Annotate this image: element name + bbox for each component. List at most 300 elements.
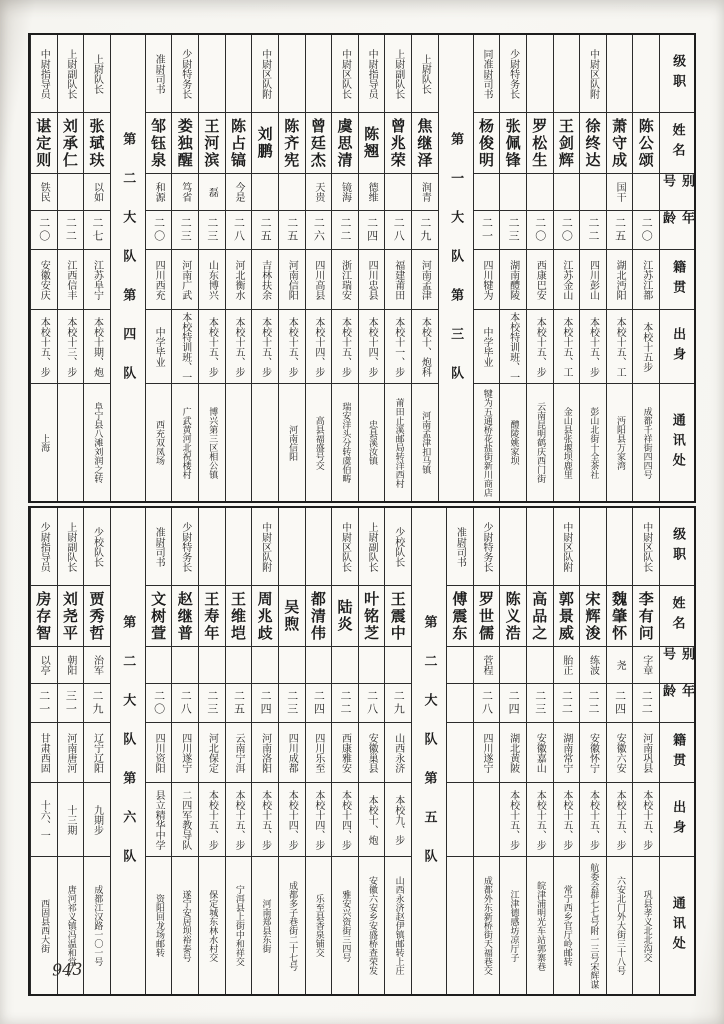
person-column (384, 35, 411, 501)
age-cell-text: 二四 (365, 217, 379, 243)
header-rank-label (660, 508, 694, 586)
rank-cell-text: 中尉区队附 (259, 48, 271, 99)
alias-cell (199, 647, 225, 684)
rank-cell (252, 35, 278, 113)
age-cell (31, 684, 57, 723)
background-cell (580, 783, 606, 857)
native-place-cell (226, 723, 252, 783)
age-cell-text: 二二 (338, 690, 352, 716)
alias-cell (385, 174, 411, 211)
address-cell-text: 河南郑县东街 (260, 898, 271, 953)
person-column (553, 35, 580, 501)
age-cell-text: 二五 (232, 690, 246, 716)
background-cell-text: 县立精华中学 (153, 789, 165, 850)
rank-cell (306, 35, 332, 113)
address-cell (252, 384, 278, 501)
age-cell (146, 684, 172, 723)
native-place-cell-text: 四川高县 (312, 259, 324, 300)
native-place-cell (500, 723, 526, 783)
roster-table-top (28, 33, 696, 503)
header-native-label-text: 籍贯 (670, 732, 686, 773)
native-place-cell (226, 250, 252, 310)
address-cell-text: 高县福盛号交 (313, 415, 324, 470)
age-cell-text: 二三 (533, 690, 547, 716)
name-cell-text: 王维垲 (228, 590, 247, 642)
age-cell-text: 二〇 (560, 217, 574, 243)
native-place-cell (412, 250, 438, 310)
header-alias-label (660, 647, 694, 684)
background-cell (633, 310, 659, 384)
native-place-cell (58, 723, 84, 783)
address-cell-text: 保定城东林水村交 (207, 889, 218, 962)
name-cell (332, 113, 358, 174)
rank-cell (447, 508, 473, 586)
rank-cell (607, 35, 633, 113)
background-cell (554, 310, 580, 384)
age-cell-text: 二二 (586, 217, 600, 243)
rank-cell-text: 少尉特务长 (179, 521, 191, 572)
name-cell (385, 586, 411, 647)
native-place-cell (252, 250, 278, 310)
background-cell (607, 783, 633, 857)
address-cell (199, 857, 225, 994)
address-cell-text: 成都江汉路一〇一号 (92, 885, 103, 966)
header-name-label-text: 姓名 (669, 596, 685, 636)
native-place-cell (385, 723, 411, 783)
header-column (659, 508, 694, 994)
age-cell-text: 二五 (613, 217, 627, 243)
background-cell (385, 783, 411, 857)
alias-cell-text: 治军 (91, 655, 103, 675)
native-place-cell (633, 723, 659, 783)
native-place-cell-text: 四川西充 (153, 259, 165, 300)
age-cell (607, 211, 633, 250)
background-cell-text: 本校十五、步 (614, 789, 626, 850)
age-cell (199, 211, 225, 250)
native-place-cell-text: 安徽安庆 (38, 259, 50, 300)
background-cell (146, 310, 172, 384)
name-cell (58, 586, 84, 647)
rank-cell (554, 508, 580, 586)
alias-cell (474, 647, 500, 684)
address-cell-text: 阜宁县八滩刘润之转 (92, 402, 103, 483)
native-place-cell-text: 河北衡水 (232, 259, 244, 300)
native-place-cell-text: 湖北沔阳 (614, 259, 626, 300)
alias-cell (332, 647, 358, 684)
alias-cell-text: 朝阳 (64, 655, 76, 675)
native-place-cell (500, 250, 526, 310)
unit-group-label (111, 35, 145, 501)
native-place-cell (527, 250, 553, 310)
address-cell-text: 航委会群七七号附一三号宋辉谋 (588, 862, 599, 989)
age-cell-text: 二二 (560, 690, 574, 716)
unit-group-label (111, 508, 145, 994)
name-cell (252, 113, 278, 174)
rank-cell-text: 上尉副队长 (366, 521, 378, 572)
unit-group-label (412, 508, 446, 994)
alias-cell-text: 以如 (91, 182, 103, 202)
rank-cell-text: 中尉区队附 (259, 521, 271, 572)
name-cell (199, 586, 225, 647)
name-cell (306, 113, 332, 174)
address-cell-text: 常宁西乡官厅岭邮转 (561, 885, 572, 966)
native-place-cell (332, 723, 358, 783)
unit-group-label-text: 第二大队第五队 (421, 614, 437, 888)
rank-cell-text: 准尉司书 (153, 526, 165, 567)
alias-cell (500, 647, 526, 684)
native-place-cell-text: 河南唐河 (64, 732, 76, 773)
native-place-cell (580, 723, 606, 783)
age-cell (84, 211, 110, 250)
person-column (57, 508, 84, 994)
background-cell-text: 本校十五、步 (534, 316, 546, 377)
header-address-label (660, 857, 694, 994)
background-cell (31, 310, 57, 384)
age-cell-text: 二〇 (37, 217, 51, 243)
background-cell-text: 本校十一、步 (392, 316, 404, 377)
name-cell (500, 113, 526, 174)
rank-cell-text: 中尉指导员 (38, 48, 50, 99)
native-place-cell (359, 250, 385, 310)
rank-cell (199, 508, 225, 586)
native-place-cell (279, 250, 305, 310)
person-column (579, 508, 606, 994)
address-cell-text: 成都多子巷街二十七号 (287, 880, 298, 971)
unit-group-column (411, 508, 446, 994)
native-place-cell-text: 安徽巢县 (366, 732, 378, 773)
header-name-label (660, 113, 694, 174)
native-place-cell (554, 250, 580, 310)
address-cell (474, 384, 500, 501)
header-native-label (660, 723, 694, 783)
age-cell-text: 二二 (586, 690, 600, 716)
alias-cell-text: 字章 (640, 655, 652, 675)
alias-cell (306, 174, 332, 211)
unit-group-column (110, 35, 145, 501)
native-place-cell-text: 四川资阳 (153, 732, 165, 773)
name-cell (146, 113, 172, 174)
background-cell (474, 310, 500, 384)
alias-cell (607, 647, 633, 684)
name-cell-text: 谌定则 (34, 117, 53, 169)
background-cell-text: 本校十五、步 (232, 789, 244, 850)
rank-cell (58, 35, 84, 113)
rank-cell-text: 上尉副队长 (64, 521, 76, 572)
alias-cell (279, 174, 305, 211)
background-cell (279, 310, 305, 384)
background-cell-text: 本校十五、步 (259, 789, 271, 850)
name-cell-text: 陈公颂 (636, 117, 655, 169)
person-column (57, 35, 84, 501)
name-cell (306, 586, 332, 647)
address-cell-text: 西固县西大街 (39, 898, 50, 953)
address-cell (31, 384, 57, 501)
alias-cell (332, 174, 358, 211)
header-name-label (660, 586, 694, 647)
age-cell-text: 二九 (90, 690, 104, 716)
person-column (198, 35, 225, 501)
native-place-cell-text: 安徽怀宁 (587, 732, 599, 773)
native-place-cell-text: 四川遂宁 (480, 732, 492, 773)
age-cell-text: 二〇 (533, 217, 547, 243)
age-cell (172, 211, 198, 250)
age-cell (279, 211, 305, 250)
address-cell (359, 857, 385, 994)
name-cell-text: 贾秀哲 (87, 590, 106, 642)
name-cell (279, 586, 305, 647)
name-cell-text: 王河滨 (202, 117, 221, 169)
rank-cell-text: 少尉特务长 (507, 48, 519, 99)
native-place-cell-text: 安徽六安 (614, 732, 626, 773)
background-cell-text: 本校十期、炮 (91, 316, 103, 377)
name-cell (385, 113, 411, 174)
address-cell (199, 384, 225, 501)
age-cell-text: 二〇 (152, 217, 166, 243)
age-cell (500, 684, 526, 723)
rank-cell (633, 35, 659, 113)
age-cell-text: 二三 (205, 690, 219, 716)
address-cell-text: 成都千祥街四四号 (641, 406, 652, 479)
address-cell (306, 857, 332, 994)
address-cell-text: 广武黄河北祝楼村 (180, 406, 191, 479)
name-cell (554, 586, 580, 647)
rank-cell (474, 35, 500, 113)
background-cell-text: 本校十五、工 (560, 316, 572, 377)
rank-cell (172, 35, 198, 113)
native-place-cell (633, 250, 659, 310)
native-place-cell (306, 250, 332, 310)
native-place-cell (146, 250, 172, 310)
rank-cell-text: 中尉区队长 (339, 521, 351, 572)
native-place-cell (31, 723, 57, 783)
person-column (251, 35, 278, 501)
background-cell (252, 783, 278, 857)
native-place-cell-text: 甘肃西固 (38, 732, 50, 773)
name-cell (172, 586, 198, 647)
name-cell-text: 虞思清 (335, 117, 354, 169)
header-background-label (660, 783, 694, 857)
rank-cell-text: 少校队长 (91, 526, 103, 567)
address-cell (226, 857, 252, 994)
age-cell-text: 二二 (64, 217, 78, 243)
name-cell-text: 宋辉浚 (583, 590, 602, 642)
name-cell-text: 刘鹏 (255, 126, 274, 160)
native-place-cell-text: 河南洛阳 (259, 732, 271, 773)
address-cell-text: 雅安兴资街三四号 (340, 889, 351, 962)
rank-cell (31, 508, 57, 586)
alias-cell (199, 174, 225, 211)
header-background-label-text: 出身 (670, 799, 686, 840)
rank-cell (226, 35, 252, 113)
address-cell (226, 384, 252, 501)
age-cell-text: 二八 (365, 690, 379, 716)
rank-cell (252, 508, 278, 586)
alias-cell-text: 以亭 (38, 655, 50, 675)
native-place-cell-text: 四川犍为 (480, 259, 492, 300)
native-place-cell-text: 江苏金山 (560, 259, 572, 300)
native-place-cell (332, 250, 358, 310)
person-column (171, 508, 198, 994)
age-cell (554, 684, 580, 723)
background-cell-text: 二四军教导队 (179, 789, 191, 850)
unit-group-column (110, 508, 145, 994)
rank-cell (474, 508, 500, 586)
age-cell-text: 二五 (285, 217, 299, 243)
alias-cell-text: 和源 (153, 182, 165, 202)
background-cell (306, 310, 332, 384)
name-cell (58, 113, 84, 174)
age-cell-text: 二八 (480, 690, 494, 716)
rank-cell (31, 35, 57, 113)
address-cell-text: 皖津浦明光车站郭寨巷 (535, 880, 546, 971)
address-cell-text: 山西永济赵伊镇邮转上庄 (393, 876, 404, 975)
address-cell (84, 384, 110, 501)
header-age-label-text: 年龄 (660, 684, 694, 704)
address-cell (58, 384, 84, 501)
background-cell (359, 310, 385, 384)
person-column (411, 35, 438, 501)
person-column (198, 508, 225, 994)
age-cell (607, 684, 633, 723)
age-cell (84, 684, 110, 723)
person-column (473, 35, 500, 501)
address-cell (412, 384, 438, 501)
address-cell-text: 彭山北街十全茶社 (588, 406, 599, 479)
address-cell-text: 成都外东新桥街天福巷交 (481, 876, 492, 975)
rank-cell (199, 35, 225, 113)
address-cell (252, 857, 278, 994)
background-cell (31, 783, 57, 857)
background-cell (527, 310, 553, 384)
background-cell (554, 783, 580, 857)
background-cell-text: 中学毕业 (153, 326, 165, 367)
age-cell (580, 211, 606, 250)
roster-tables-area (28, 33, 696, 996)
age-cell (31, 211, 57, 250)
address-cell-text: 安徽六安乡安盛桥查荣发 (366, 876, 377, 975)
native-place-cell (58, 250, 84, 310)
native-place-cell (554, 723, 580, 783)
header-alias-label-text: 别号 (660, 647, 694, 667)
name-cell (84, 586, 110, 647)
native-place-cell (580, 250, 606, 310)
native-place-cell (172, 723, 198, 783)
rank-cell (226, 508, 252, 586)
alias-cell (527, 174, 553, 211)
background-cell (500, 783, 526, 857)
alias-cell (306, 647, 332, 684)
rank-cell-text: 中尉区队附 (587, 48, 599, 99)
rank-cell-text: 中尉指导员 (366, 48, 378, 99)
rank-cell-text: 同准尉司书 (480, 48, 492, 99)
address-cell-text: 莆田止溪邮局转洋西村 (393, 397, 404, 488)
native-place-cell-text: 河南信阳 (286, 259, 298, 300)
address-cell (474, 857, 500, 994)
rank-cell (633, 508, 659, 586)
unit-group-label-text: 第一大队第三队 (448, 131, 464, 405)
person-column (331, 35, 358, 501)
address-cell-text: 西充双凤场 (153, 420, 164, 465)
age-cell-text: 二六 (312, 217, 326, 243)
age-cell (199, 684, 225, 723)
alias-cell (554, 647, 580, 684)
alias-cell (554, 174, 580, 211)
address-cell-text: 忠县溪汝镇 (366, 420, 377, 465)
person-column (331, 508, 358, 994)
name-cell-text: 赵继普 (175, 590, 194, 642)
person-column (251, 508, 278, 994)
age-cell (332, 684, 358, 723)
background-cell (306, 783, 332, 857)
rank-cell (527, 35, 553, 113)
alias-cell-text: 菅程 (480, 655, 492, 675)
name-cell (474, 586, 500, 647)
alias-cell (385, 647, 411, 684)
native-place-cell-text: 浙江瑞安 (339, 259, 351, 300)
alias-cell-text: 尧 (614, 660, 626, 670)
address-cell-text: 江津德感坊凉厅子 (508, 889, 519, 962)
name-cell (633, 113, 659, 174)
age-cell (252, 684, 278, 723)
name-cell-text: 傅震东 (450, 590, 469, 642)
unit-group-label (439, 35, 473, 501)
age-cell (332, 211, 358, 250)
alias-cell (412, 174, 438, 211)
age-cell-text: 二八 (232, 217, 246, 243)
age-cell-text: 二八 (392, 217, 406, 243)
age-cell (146, 211, 172, 250)
header-rank-label-text: 级职 (670, 526, 686, 567)
background-cell (172, 783, 198, 857)
person-column (358, 508, 385, 994)
name-cell (226, 113, 252, 174)
background-cell (172, 310, 198, 384)
background-cell (359, 783, 385, 857)
roster-table-bottom (28, 506, 696, 996)
rank-cell-text: 准尉司书 (153, 53, 165, 94)
person-column (225, 35, 252, 501)
name-cell-text: 文树萱 (149, 590, 168, 642)
native-place-cell (199, 723, 225, 783)
native-place-cell (447, 723, 473, 783)
alias-cell (58, 174, 84, 211)
age-cell-text: 二五 (259, 217, 273, 243)
background-cell (58, 783, 84, 857)
rank-cell-text: 上尉副队长 (392, 48, 404, 99)
age-cell (385, 211, 411, 250)
name-cell-text: 罗世儒 (476, 590, 495, 642)
address-cell (633, 857, 659, 994)
name-cell (332, 586, 358, 647)
rank-cell-text: 中尉区队长 (640, 521, 652, 572)
alias-cell (607, 174, 633, 211)
rank-cell (385, 35, 411, 113)
name-cell-text: 郭景威 (556, 590, 575, 642)
alias-cell (31, 174, 57, 211)
name-cell (447, 586, 473, 647)
rank-cell (58, 508, 84, 586)
address-cell (500, 857, 526, 994)
native-place-cell (359, 723, 385, 783)
native-place-cell-text: 河北保定 (206, 732, 218, 773)
native-place-cell-text: 吉林扶余 (259, 259, 271, 300)
background-cell (84, 310, 110, 384)
name-cell-text: 杨俊明 (476, 117, 495, 169)
rank-cell-text: 准尉司书 (454, 526, 466, 567)
age-cell-text: 二二 (640, 690, 654, 716)
name-cell-text: 曾廷杰 (308, 117, 327, 169)
age-cell (474, 684, 500, 723)
